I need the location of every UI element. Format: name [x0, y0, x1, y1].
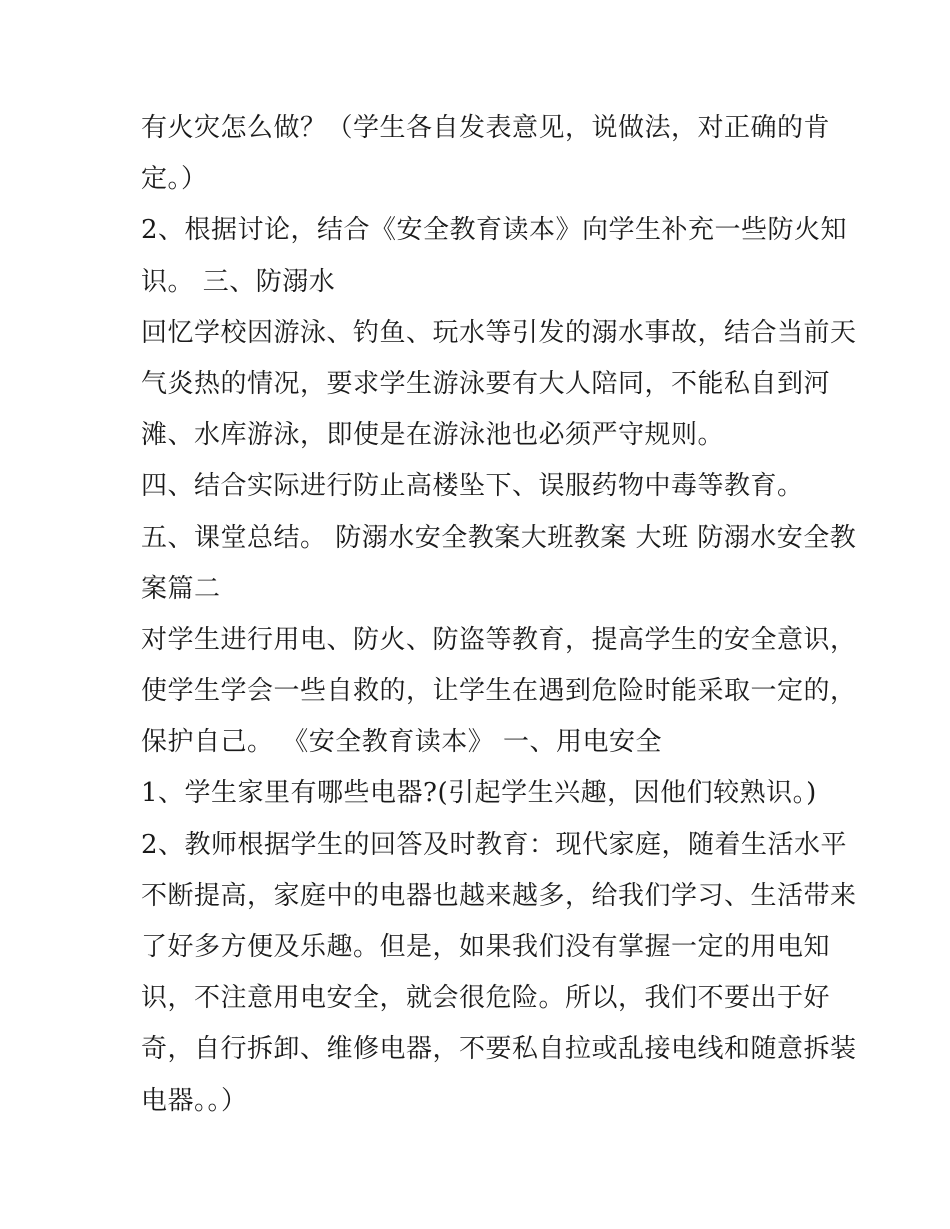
- text-line: 滩、水库游泳，即使是在游泳池也必须严守规则。: [141, 420, 725, 451]
- text-line: 案篇二: [141, 573, 221, 604]
- text-line: 1、学生家里有哪些电器?(引起学生兴趣，因他们较熟识。): [141, 778, 817, 809]
- text-line: 2、教师根据学生的回答及时教育：现代家庭，随着生活水平: [141, 829, 848, 860]
- text-line: 气炎热的情况，要求学生游泳要有大人陪同，不能私自到河: [141, 368, 831, 399]
- text-line: 五、课堂总结。 防溺水安全教案大班教案 大班 防溺水安全教: [141, 522, 857, 553]
- text-line: 对学生进行用电、防火、防盗等教育，提高学生的安全意识，: [141, 624, 857, 655]
- text-line: 2、根据讨论，结合《安全教育读本》向学生补充一些防火知: [141, 215, 848, 246]
- body-text: [141, 103, 857, 1127]
- text-line: 四、结合实际进行防止高楼坠下、误服药物中毒等教育。: [141, 471, 804, 502]
- text-line: 识。 三、防溺水: [141, 266, 336, 297]
- text-line: 奇，自行拆卸、维修电器，不要私自拉或乱接电线和随意拆装: [141, 1034, 857, 1065]
- text-line: 使学生学会一些自救的，让学生在遇到危险时能采取一定的，: [141, 676, 857, 707]
- text-line: 有火灾怎么做？（学生各自发表意见，说做法，对正确的肯: [141, 113, 831, 143]
- text-line: 识，不注意用电安全，就会很危险。所以，我们不要出于好: [141, 983, 831, 1014]
- text-line: 电器。。）: [141, 1085, 248, 1116]
- text-line: 回忆学校因游泳、钓鱼、玩水等引发的溺水事故，结合当前天: [141, 317, 857, 348]
- text-line: 了好多方便及乐趣。但是，如果我们没有掌握一定的用电知: [141, 932, 831, 962]
- text-line: 保护自己。 《安全教育读本》 一、用电安全: [141, 727, 663, 758]
- text-line: 不断提高，家庭中的电器也越来越多，给我们学习、生活带来: [141, 880, 857, 911]
- text-line: 定。）: [141, 164, 208, 195]
